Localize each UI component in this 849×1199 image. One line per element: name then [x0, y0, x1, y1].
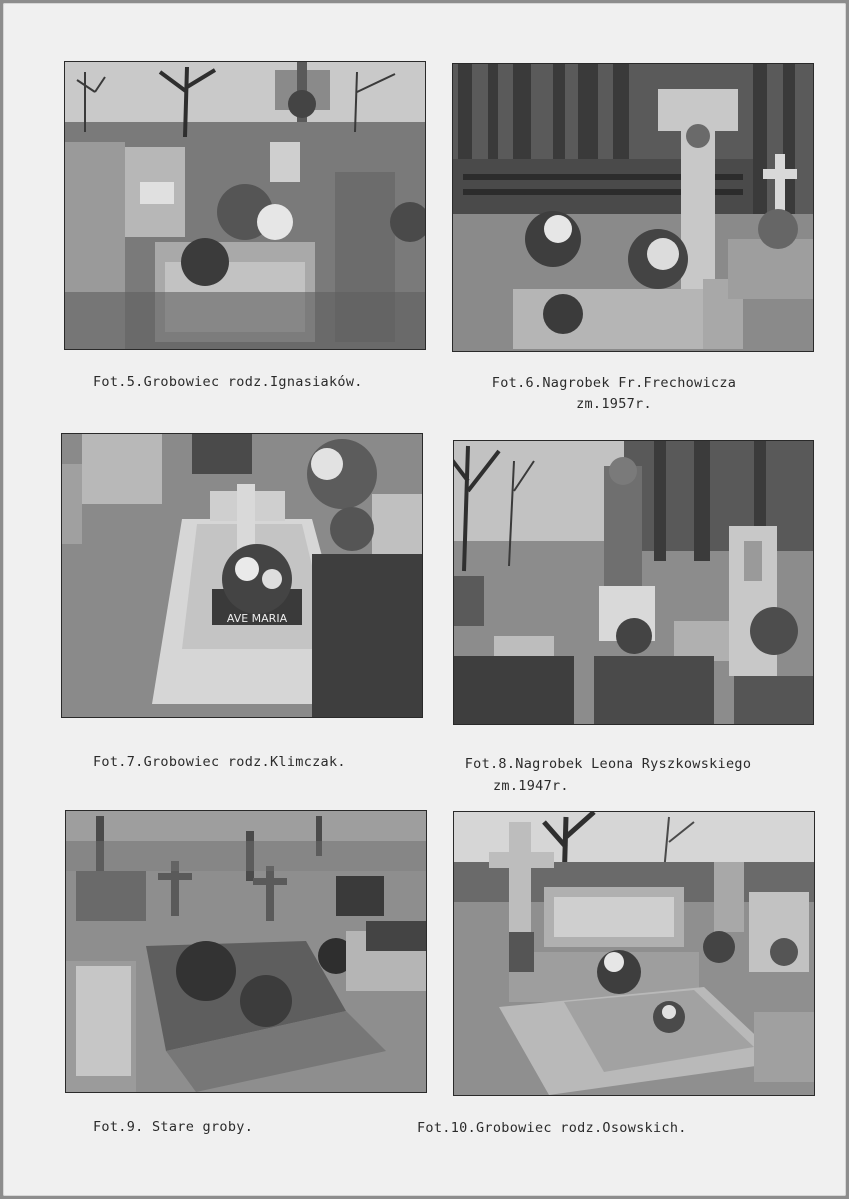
caption-photo-7 [93, 753, 346, 771]
caption-photo-5 [93, 373, 363, 391]
caption-text-line2: zm.1947r. [493, 778, 569, 794]
caption-photo-8 [428, 755, 788, 795]
caption-photo-6 [459, 374, 769, 413]
caption-text: Fot.9. Stare groby. [93, 1119, 254, 1135]
caption-text: Fot.10.Grobowiec rodz.Osowskich. [417, 1120, 687, 1136]
photo-9-old-graves [65, 810, 427, 1093]
caption-text: Fot.5.Grobowiec rodz.Ignasiaków. [93, 374, 363, 390]
document-sheet [3, 3, 846, 1196]
photo-10-grave-osowski [453, 811, 815, 1096]
caption-photo-9 [93, 1118, 253, 1136]
caption-text: Fot.7.Grobowiec rodz.Klimczak. [93, 754, 346, 770]
caption-text: Fot.8.Nagrobek Leona Ryszkowskiego [464, 756, 752, 772]
photo-7-grave-klimczak [61, 433, 423, 718]
caption-text-line2: zm.1957r. [576, 396, 652, 412]
photo-6-grave-frechowicz [452, 63, 814, 352]
caption-text: Fot.6.Nagrobek Fr.Frechowicza [491, 375, 737, 391]
photo-8-grave-ryszkowski [453, 440, 814, 725]
plaque-inscription: AVE MARIA [226, 612, 288, 625]
caption-photo-10 [417, 1119, 687, 1137]
photo-5-grave-ignasiak [64, 61, 426, 350]
